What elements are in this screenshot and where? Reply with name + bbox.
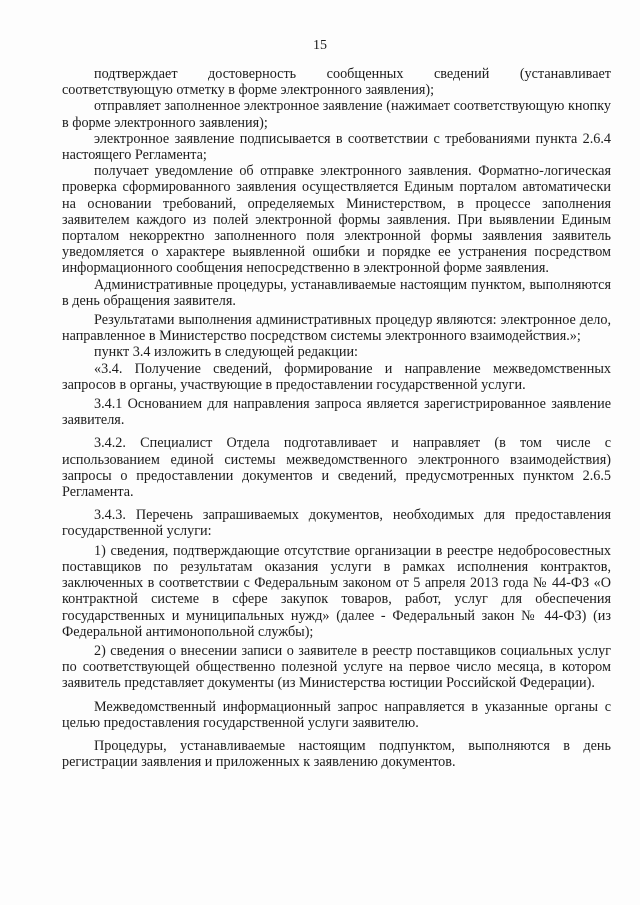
paragraph-confirm-accuracy: подтверждает достоверность сообщенных сведений (устанавливает соответствующую отметку в форме электронного заявления); xyxy=(62,66,611,99)
page-number: 15 xyxy=(313,38,327,53)
paragraph-interagency-request: Межведомственный информационный запрос направляется в указанные органы с целью предоставления государственной услуги заявителю. xyxy=(62,698,611,731)
paragraph-procedures-timing: Процедуры, устанавливаемые настоящим подпунктом, выполняются в день регистрации заявления и приложенных к заявлению документов. xyxy=(62,737,611,771)
paragraph-results: Результатами выполнения административных процедур являются: электронное дело, направленное в Министерство посредством системы электронного взаимодействия.»; xyxy=(62,312,611,345)
list-item-1: 1) сведения, подтверждающие отсутствие организации в реестре недобросовестных поставщиков по результатам оказания услуги в рамках исполнения контрактов, заключенных в соответствии с Федеральным законом от 5 апреля 2013 года № 44-ФЗ «О контрактной системе в сфере закупок товаров, работ, услуг для обеспечения государственных и муниципальных нужд» (далее - Федеральный закон № 44-ФЗ) (из Федеральной антимонопольной службы); xyxy=(62,542,611,640)
paragraph-signature: электронное заявление подписывается в соответствии с требованиями пункта 2.6.4 настоящего Регламента; xyxy=(62,130,611,164)
list-item-2: 2) сведения о внесении записи о заявителе в реестр поставщиков социальных услуг по соответствующей общественно полезной услуге на первое число месяца, в котором заявитель представляет документы (из Министерства юстиции Российской Федерации). xyxy=(62,642,611,692)
paragraph-3-4-2: 3.4.2. Специалист Отдела подготавливает и направляет (в том числе с использованием единой системы межведомственного электронного взаимодействия) запросы о предоставлении документов и сведений, предусмотренных пунктом 2.6.5 Регламента. xyxy=(62,435,611,501)
document-body xyxy=(62,66,611,770)
paragraph-send-application: отправляет заполненное электронное заявление (нажимает соответствующую кнопку в форме электронного заявления); xyxy=(62,98,611,131)
paragraph-3-4: «3.4. Получение сведений, формирование и направление межведомственных запросов в органы, участвующие в предоставлении государственной услуги. xyxy=(62,360,611,393)
paragraph-item-3-4-intro: пункт 3.4 изложить в следующей редакции: xyxy=(94,344,358,361)
paragraph-3-4-1: 3.4.1 Основанием для направления запроса является зарегистрированное заявление заявителя. xyxy=(62,396,611,429)
paragraph-admin-procedures: Административные процедуры, устанавливаемые настоящим пунктом, выполняются в день обращения заявителя. xyxy=(62,276,611,309)
paragraph-3-4-3: 3.4.3. Перечень запрашиваемых документов, необходимых для предоставления государственной услуги: xyxy=(62,507,611,540)
paragraph-notification: получает уведомление об отправке электронного заявления. Форматно-логическая проверка сформированного заявления осуществляется Единым порталом автоматически на основании требований, определяемых Министерством, в процессе заполнения заявителем каждого из полей электронной формы заявления. При выявлении Единым порталом некорректно заполненного поля электронной формы заявления заявитель уведомляется о характере выявленной ошибки и порядке ее устранения посредством информационного сообщения непосредственно в электронной форме заявления. xyxy=(62,163,611,277)
